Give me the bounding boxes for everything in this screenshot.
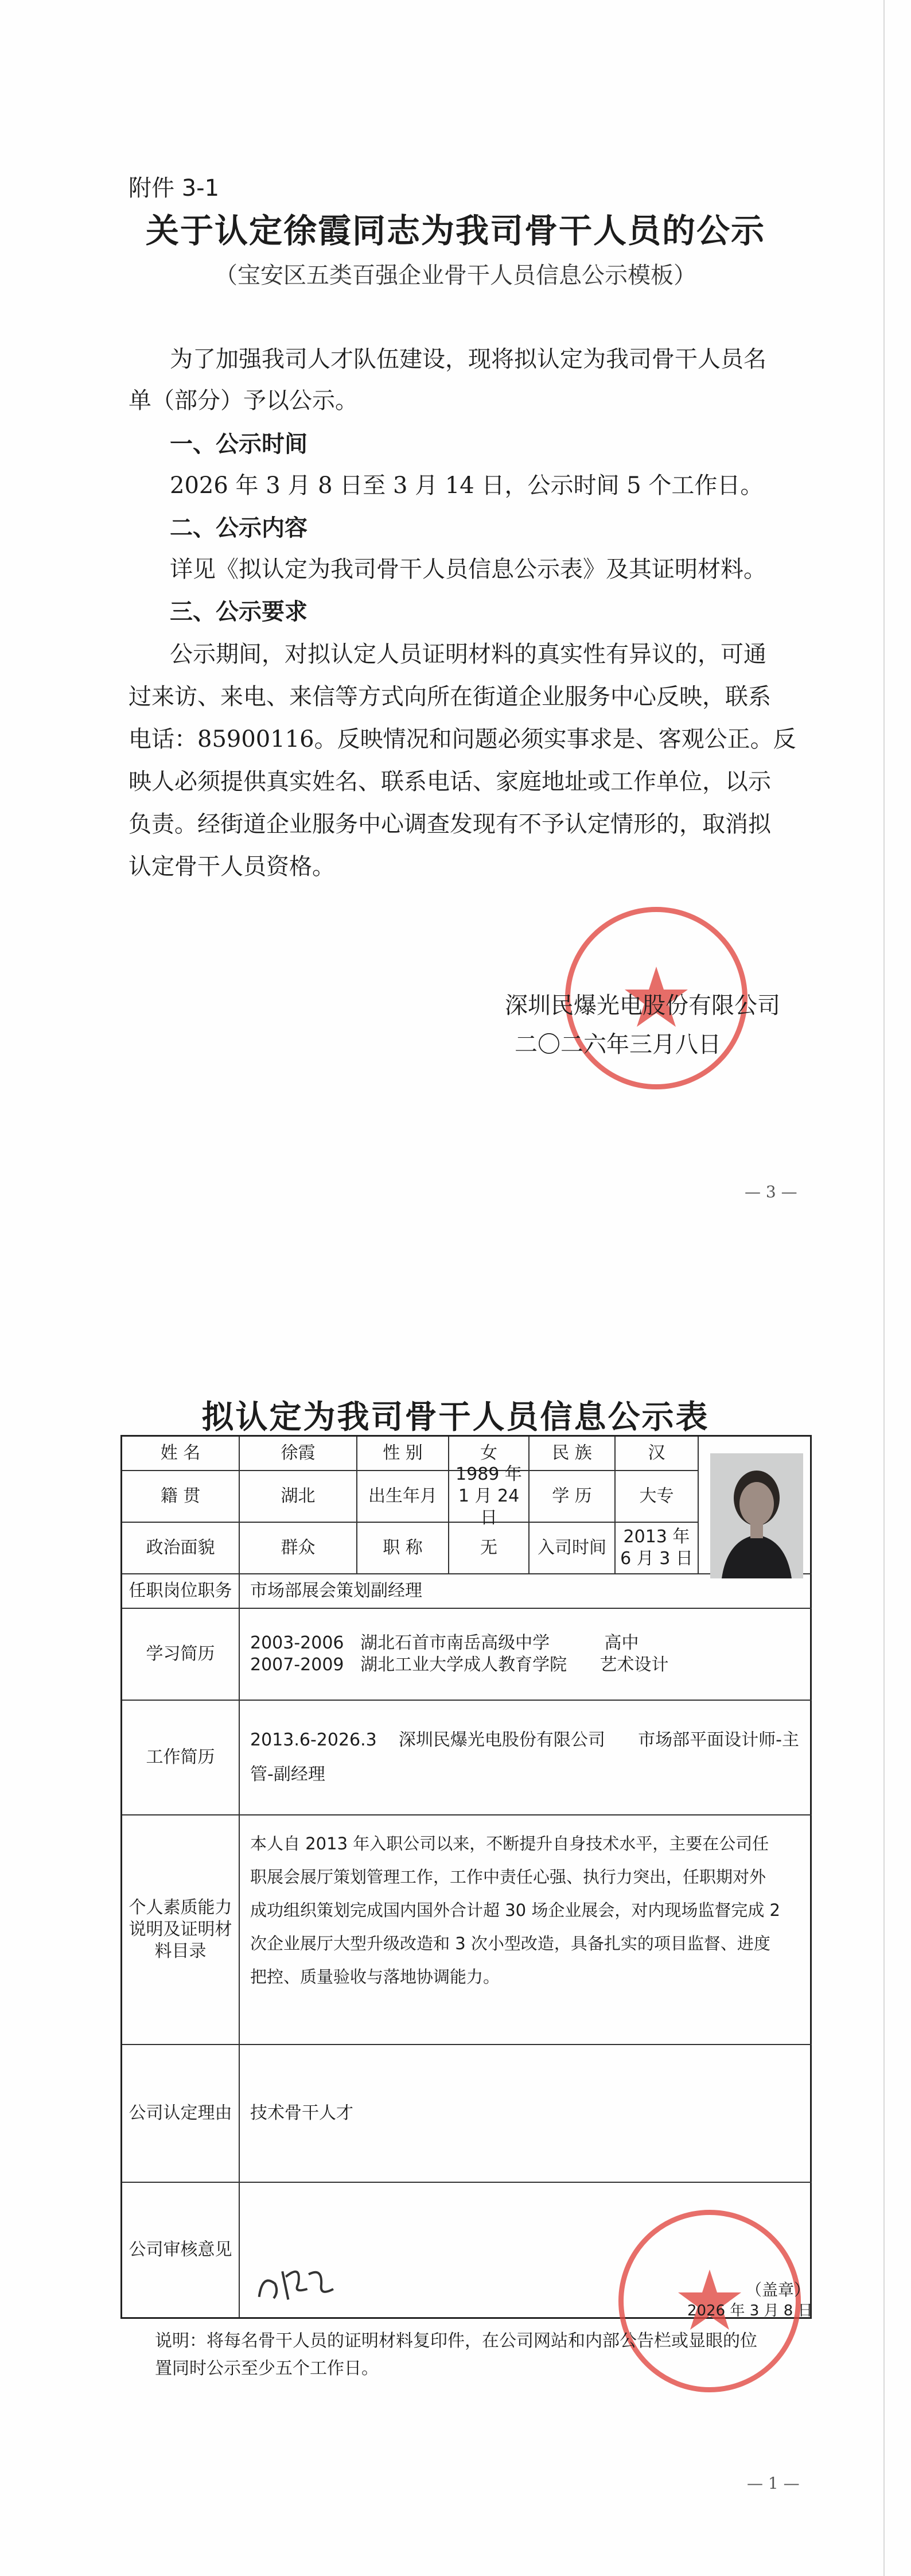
work-history-line: 2013.6-2026.3 深圳民爆光电股份有限公司 市场部平面设计师-主 xyxy=(250,1730,799,1750)
intro-line-2: 单（部分）予以公示。 xyxy=(129,387,358,414)
label-title: 职 称 xyxy=(357,1523,449,1574)
label-name: 姓 名 xyxy=(122,1437,240,1471)
value-entry-date: 2013 年 6 月 3 日 xyxy=(616,1523,699,1574)
value-company-reason: 技术骨干人才 xyxy=(240,2045,812,2183)
attachment-label: 附件 3-1 xyxy=(129,175,220,201)
label-gender: 性 别 xyxy=(357,1437,449,1471)
value-gender: 女 xyxy=(449,1437,530,1471)
qualities-line: 次企业展厅大型升级改造和 3 次小型改造，具备扎实的项目监督、进度 xyxy=(250,1934,770,1953)
qualities-line: 成功组织策划完成国内国外合计超 30 场企业展会，对内现场监督完成 2 xyxy=(250,1900,781,1920)
requirements-line: 过来访、来电、来信等方式向所在街道企业服务中心反映，联系 xyxy=(129,684,771,710)
requirements-line: 认定骨干人员资格。 xyxy=(129,854,335,880)
label-company-reason: 公司认定理由 xyxy=(122,2045,240,2183)
page-number: — 3 — xyxy=(745,1182,797,1201)
section-heading-requirements: 三、公示要求 xyxy=(170,599,307,625)
qualities-line: 把控、质量验收与落地协调能力。 xyxy=(250,1967,500,1987)
label-political-status: 政治面貌 xyxy=(122,1523,240,1574)
note-line: 说明：将每名骨干人员的证明材料复印件，在公司网站和内部公告栏或显眼的位 xyxy=(155,2331,757,2351)
value-native-place: 湖北 xyxy=(240,1471,357,1523)
section-text-content: 详见《拟认定为我司骨干人员信息公示表》及其证明材料。 xyxy=(170,556,766,583)
scan-edge-line xyxy=(883,0,885,2576)
signature-date: 二〇二六年三月八日 xyxy=(515,1031,721,1058)
label-work-history: 工作简历 xyxy=(122,1701,240,1815)
page-number: — 1 — xyxy=(747,2474,800,2493)
label-ethnicity: 民 族 xyxy=(530,1437,616,1471)
label-qualities: 个人素质能力说明及证明材料目录 xyxy=(122,1815,240,2045)
notice-subtitle: （宝安区五类百强企业骨干人员信息公示模板） xyxy=(215,262,696,289)
seal-note: （盖章） xyxy=(746,2280,811,2299)
value-education-history xyxy=(240,1609,812,1701)
qualities-line: 本人自 2013 年入职公司以来，不断提升自身技术水平，主要在公司任 xyxy=(250,1834,769,1853)
note-line: 置同时公示至少五个工作日。 xyxy=(155,2358,379,2379)
value-education: 大专 xyxy=(616,1471,699,1523)
intro-line-1: 为了加强我司人才队伍建设，现将拟认定为我司骨干人员名 xyxy=(170,346,766,373)
section-text-time: 2026 年 3 月 8 日至 3 月 14 日，公示时间 5 个工作日。 xyxy=(170,472,764,499)
requirements-line: 公示期间，对拟认定人员证明材料的真实性有异议的，可通 xyxy=(170,641,766,668)
qualities-line: 职展会展厅策划管理工作，工作中责任心强、执行力突出，任职期对外 xyxy=(250,1867,766,1887)
person-photo xyxy=(710,1453,803,1578)
value-political-status: 群众 xyxy=(240,1523,357,1574)
work-history-line: 管-副经理 xyxy=(250,1764,325,1784)
value-name: 徐霞 xyxy=(240,1437,357,1471)
value-qualities xyxy=(240,1815,812,2045)
value-ethnicity: 汉 xyxy=(616,1437,699,1471)
table-title: 拟认定为我司骨干人员信息公示表 xyxy=(201,1398,710,1436)
info-table xyxy=(120,1435,812,2319)
education-history-line: 2007-2009 湖北工业大学成人教育学院 艺术设计 xyxy=(250,1655,669,1675)
label-birth-date: 出生年月 xyxy=(357,1471,449,1523)
signature-company: 深圳民爆光电股份有限公司 xyxy=(505,992,780,1019)
value-work-history xyxy=(240,1701,812,1815)
label-education: 学 历 xyxy=(530,1471,616,1523)
value-title: 无 xyxy=(449,1523,530,1574)
table-note xyxy=(155,2327,803,2383)
notice-title: 关于认定徐霞同志为我司骨干人员的公示 xyxy=(145,211,765,250)
value-birth-date: 1989 年 1 月 24 日 xyxy=(449,1471,530,1523)
requirements-line: 映人必须提供真实姓名、联系电话、家庭地址或工作单位，以示 xyxy=(129,769,771,795)
label-native-place: 籍 贯 xyxy=(122,1471,240,1523)
label-entry-date: 入司时间 xyxy=(530,1523,616,1574)
requirements-line: 电话：85900116。反映情况和问题必须实事求是、客观公正。反 xyxy=(129,726,796,752)
requirements-line: 负责。经街道企业服务中心调查发现有不予认定情形的，取消拟 xyxy=(129,811,771,837)
label-position: 任职岗位职务 xyxy=(122,1574,240,1609)
section-heading-time: 一、公示时间 xyxy=(170,431,307,457)
review-date: 2026 年 3 月 8 日 xyxy=(687,2302,813,2319)
education-history-line: 2003-2006 湖北石首市南岳高级中学 高中 xyxy=(250,1633,639,1653)
reviewer-signature xyxy=(250,2254,341,2317)
label-education-history: 学习简历 xyxy=(122,1609,240,1701)
value-position: 市场部展会策划副经理 xyxy=(240,1574,812,1609)
section-heading-content: 二、公示内容 xyxy=(170,515,307,541)
label-company-review: 公司审核意见 xyxy=(122,2183,240,2317)
